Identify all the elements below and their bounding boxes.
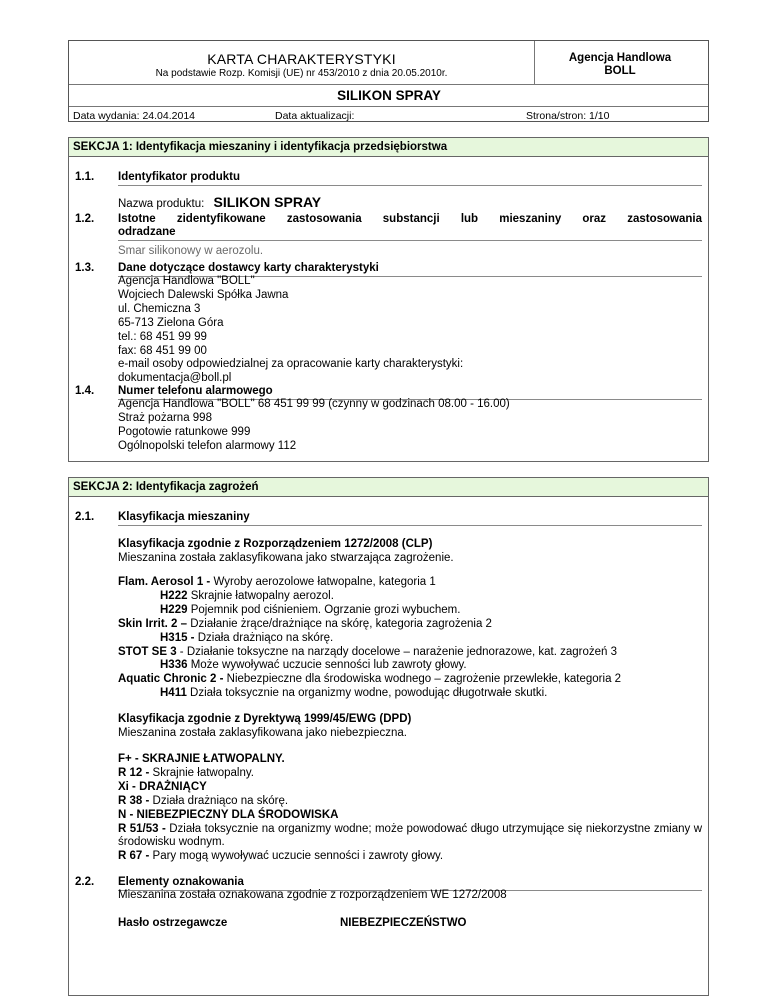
danger-symbol-xi: Xi - DRAŻNIĄCY <box>118 780 207 793</box>
hazard-statement: H229 Pojemnik pod ciśnieniem. Ogrzanie grozi wybuchem. <box>160 603 461 616</box>
subsection-title: Dane dotyczące dostawcy karty charakterystyki <box>118 262 702 277</box>
product-name: SILIKON SPRAY <box>213 194 322 210</box>
subsection-title-cont: odradzane <box>118 226 702 241</box>
issue-date: Data wydania: 24.04.2014 <box>73 110 196 122</box>
hazard-class: Flam. Aerosol 1 - Wyroby aerozolowe łatwopalne, kategoria 1 <box>118 576 436 588</box>
hazard-classes <box>118 576 621 701</box>
supplier-line: e-mail osoby odpowiedzialnej za opracowanie karty charakterystyki: <box>118 358 464 371</box>
hazard-statement: H315 - Działa drażniąco na skórę. <box>160 631 334 644</box>
header-divider <box>69 84 708 85</box>
header-divider <box>69 106 708 107</box>
subsection-number: 1.2. <box>75 213 95 225</box>
labelling-text: Mieszanina została oznakowana zgodnie z rozporządzeniem WE 1272/2008 <box>118 889 507 901</box>
product-name-label: Nazwa produktu: <box>118 198 205 210</box>
header-product-name: SILIKON SPRAY <box>337 88 441 103</box>
subsection-number: 1.1. <box>75 171 95 183</box>
supplier-details <box>118 275 463 386</box>
supplier-line: Wojciech Dalewski Spółka Jawna <box>118 288 289 301</box>
subsection-number: 2.2. <box>75 876 95 888</box>
header-divider <box>534 41 535 84</box>
risk-phrase: R 38 - Działa drażniąco na skórę. <box>118 794 289 807</box>
emergency-line: Agencja Handlowa "BOLL" 68 451 99 99 (czynny w godzinach 08.00 - 16.00) <box>118 398 510 410</box>
page-number: Strona/stron: 1/10 <box>526 110 610 122</box>
signal-word: NIEBEZPIECZEŃSTWO <box>340 917 467 929</box>
hazard-class: Aquatic Chronic 2 - Niebezpieczne dla środowiska wodnego – zagrożenie przewlekłe, kategoria 2 <box>118 673 622 686</box>
product-name-row <box>118 194 321 212</box>
subsection-title: Istotne zidentyfikowane zastosowania substancji lub mieszaniny oraz zastosowania <box>118 213 702 225</box>
section-1-title: SEKCJA 1: Identyfikacja mieszaniny i identyfikacja przedsiębiorstwa <box>68 137 709 157</box>
subsection-number: 2.1. <box>75 511 95 523</box>
document-title: KARTA CHARAKTERYSTYKI <box>207 51 396 67</box>
risk-phrase: R 51/53 - Działa toksycznie na organizmy wodne; może powodować długo utrzymujące się niekorzystne zmiany w środowisku wodnym. <box>118 822 703 849</box>
hazard-class: Skin Irrit. 2 – Działanie żrące/drażniące na skórę, kategoria zagrożenia 2 <box>118 617 492 630</box>
emergency-line: Straż pożarna 998 <box>118 411 212 424</box>
risk-phrases <box>118 753 702 864</box>
dpd-text: Mieszanina została zaklasyfikowana jako niebezpieczna. <box>118 726 407 739</box>
dpd-classification <box>118 713 411 741</box>
agency-name: Agencja Handlowa <box>568 52 672 64</box>
danger-symbol-n: N - NIEBEZPIECZNY DLA ŚRODOWISKA <box>118 808 339 821</box>
hazard-statement: H222 Skrajnie łatwopalny aerozol. <box>160 589 334 602</box>
supplier-email: dokumentacja@boll.pl <box>118 372 232 385</box>
dpd-heading: Klasyfikacja zgodnie z Dyrektywą 1999/45/EWG (DPD) <box>118 713 412 725</box>
regulation-reference: Na podstawie Rozp. Komisji (UE) nr 453/2010 z dnia 20.05.2010r. <box>155 68 448 79</box>
emergency-line: Pogotowie ratunkowe 999 <box>118 425 251 438</box>
clp-classification <box>118 538 454 566</box>
subsection-title: Identyfikator produktu <box>118 171 702 186</box>
update-date: Data aktualizacji: <box>275 110 355 122</box>
supplier-line: Agencja Handlowa "BOLL" <box>118 275 255 287</box>
product-use: Smar silikonowy w aerozolu. <box>118 245 264 257</box>
danger-symbol-fplus: F+ - SKRAJNIE ŁATWOPALNY. <box>118 753 285 765</box>
clp-heading: Klasyfikacja zgodnie z Rozporządzeniem 1272/2008 (CLP) <box>118 538 433 550</box>
signal-word-label: Hasło ostrzegawcze <box>118 917 228 929</box>
subsection-title: Klasyfikacja mieszaniny <box>118 511 702 526</box>
hazard-statement: H336 Może wywoływać uczucie senności lub zawroty głowy. <box>160 659 467 672</box>
supplier-line: fax: 68 451 99 00 <box>118 344 207 357</box>
supplier-line: tel.: 68 451 99 99 <box>118 330 207 343</box>
hazard-statement: H411 Działa toksycznie na organizmy wodne, powodując długotrwałe skutki. <box>160 687 548 700</box>
subsection-title: Elementy oznakowania <box>118 876 702 891</box>
hazard-class: STOT SE 3 - Działanie toksyczne na narządy docelowe – narażenie jednorazowe, kat. zagrożeń 3 <box>118 645 618 658</box>
clp-text: Mieszanina została zaklasyfikowana jako stwarzająca zagrożenie. <box>118 551 454 564</box>
supplier-line: 65-713 Zielona Góra <box>118 316 224 329</box>
risk-phrase: R 12 - Skrajnie łatwopalny. <box>118 766 254 779</box>
risk-phrase: R 67 - Pary mogą wywoływać uczucie senności i zawroty głowy. <box>118 850 444 863</box>
agency-short-name: BOLL <box>604 65 636 77</box>
section-2-title: SEKCJA 2: Identyfikacja zagrożeń <box>68 477 709 497</box>
subsection-number: 1.3. <box>75 262 95 274</box>
emergency-numbers <box>118 398 510 454</box>
emergency-line: Ogólnopolski telefon alarmowy 112 <box>118 439 297 452</box>
supplier-line: ul. Chemiczna 3 <box>118 302 201 315</box>
subsection-title: Numer telefonu alarmowego <box>118 385 702 400</box>
subsection-number: 1.4. <box>75 385 95 397</box>
